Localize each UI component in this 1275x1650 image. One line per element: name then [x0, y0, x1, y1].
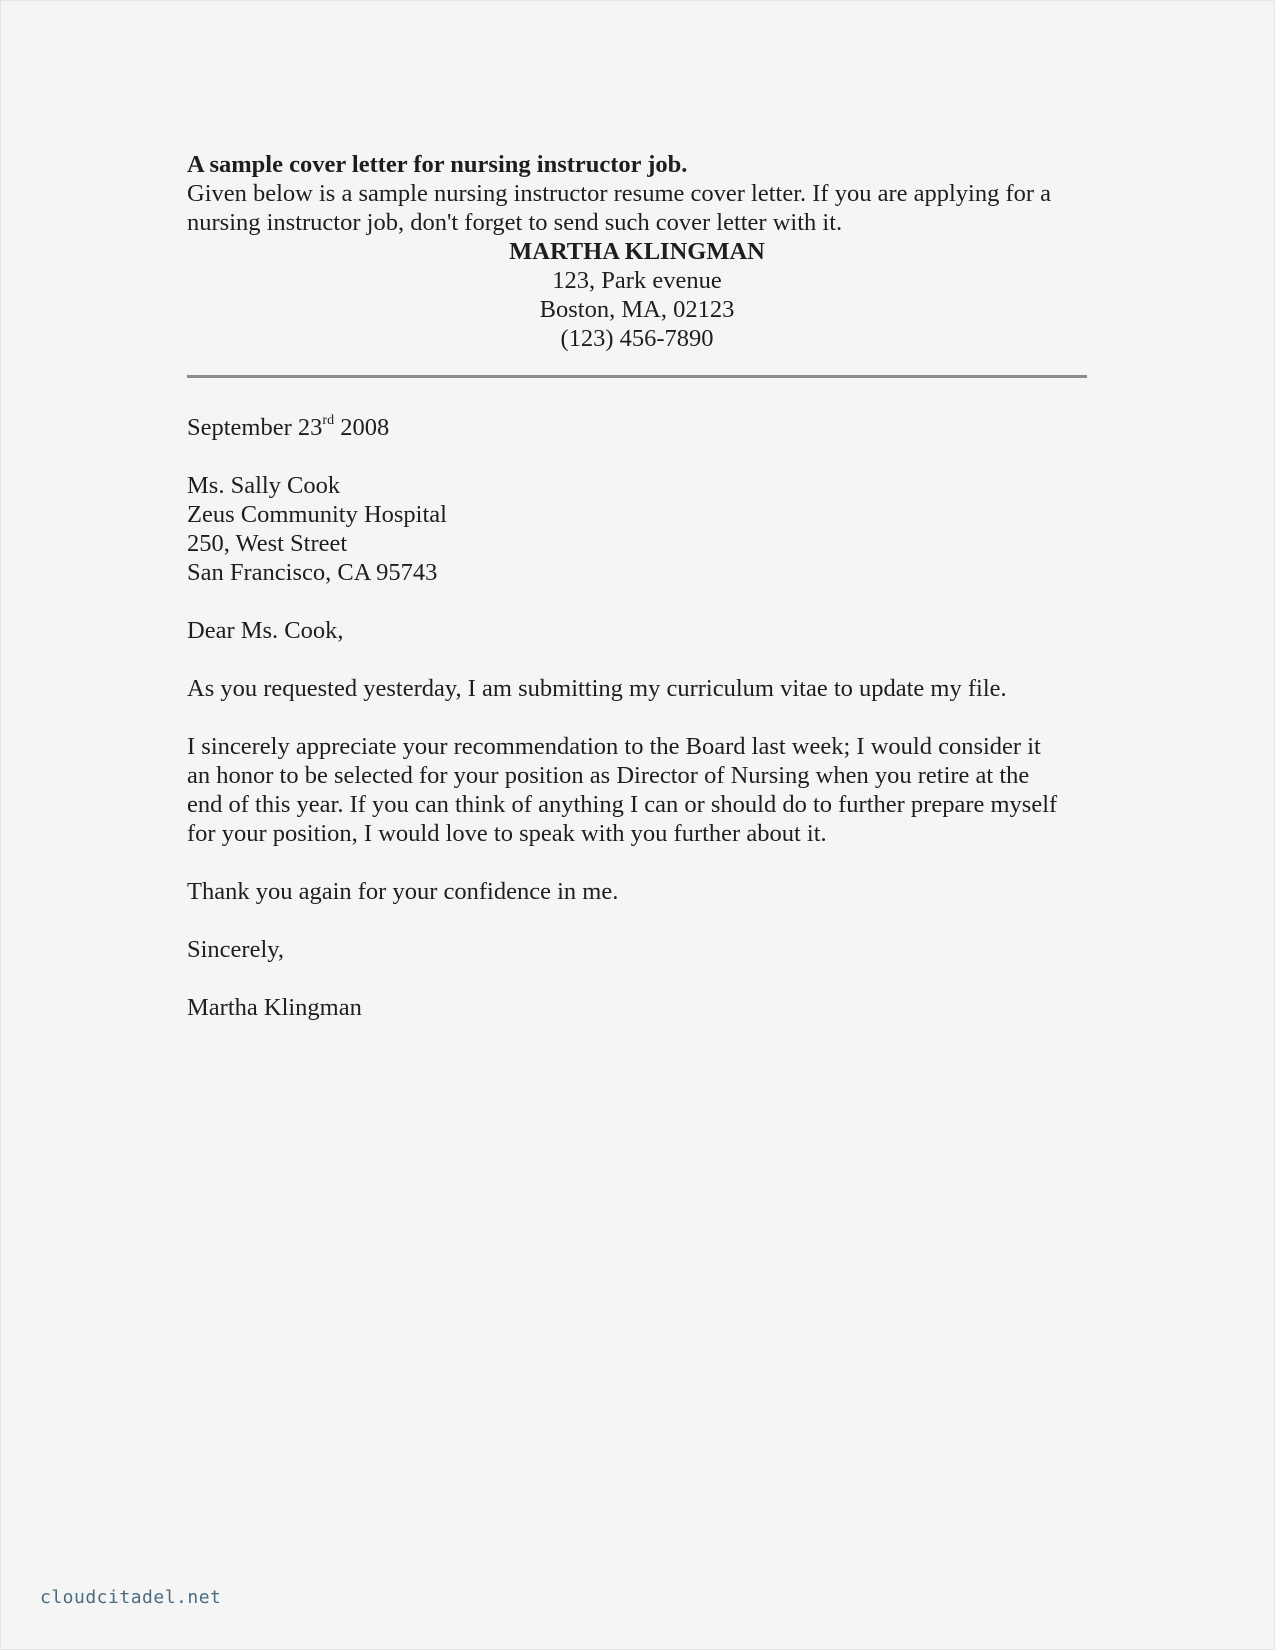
- document-heading: A sample cover letter for nursing instructor job.: [187, 151, 688, 178]
- watermark-text: cloudcitadel.net: [40, 1587, 222, 1608]
- paragraph-line: end of this year. If you can think of anything I can or should do to further prepare myself: [187, 791, 1058, 818]
- sender-address-line2: Boston, MA, 02123: [539, 296, 735, 323]
- recipient-street: 250, West Street: [187, 530, 348, 557]
- recipient-block: [187, 471, 1087, 587]
- recipient-name: Ms. Sally Cook: [187, 472, 341, 499]
- intro-line: Given below is a sample nursing instructor resume cover letter. If you are applying for a: [187, 180, 1052, 207]
- date-month-day: September 23: [187, 414, 323, 441]
- body-paragraph-1: As you requested yesterday, I am submitting my curriculum vitae to update my file.: [187, 675, 1007, 702]
- paragraph-line: an honor to be selected for your position as Director of Nursing when you retire at the: [187, 762, 1030, 789]
- recipient-city: San Francisco, CA 95743: [187, 559, 438, 586]
- sender-block: [187, 237, 1087, 353]
- salutation: Dear Ms. Cook,: [187, 617, 344, 644]
- date-suffix: rd: [322, 412, 335, 428]
- body-paragraph-3: Thank you again for your confidence in me.: [187, 878, 619, 905]
- paragraph-line: for your position, I would love to speak with you further about it.: [187, 820, 827, 847]
- date-year: 2008: [334, 414, 390, 441]
- closing: Sincerely,: [187, 936, 285, 963]
- recipient-organization: Zeus Community Hospital: [187, 501, 447, 528]
- paragraph-line: I sincerely appreciate your recommendation to the Board last week; I would consider it: [187, 733, 1041, 760]
- header-divider: [187, 375, 1087, 378]
- intro-text: [187, 179, 1087, 237]
- body-paragraph-2: [187, 732, 1087, 848]
- letter-content: [187, 150, 1087, 1022]
- sender-phone: (123) 456-7890: [560, 325, 714, 352]
- letter-date: [187, 413, 1087, 442]
- sender-address-line1: 123, Park evenue: [552, 267, 722, 294]
- sender-name: MARTHA KLINGMAN: [509, 238, 765, 265]
- signature: Martha Klingman: [187, 994, 362, 1021]
- intro-line: nursing instructor job, don't forget to send such cover letter with it.: [187, 209, 843, 236]
